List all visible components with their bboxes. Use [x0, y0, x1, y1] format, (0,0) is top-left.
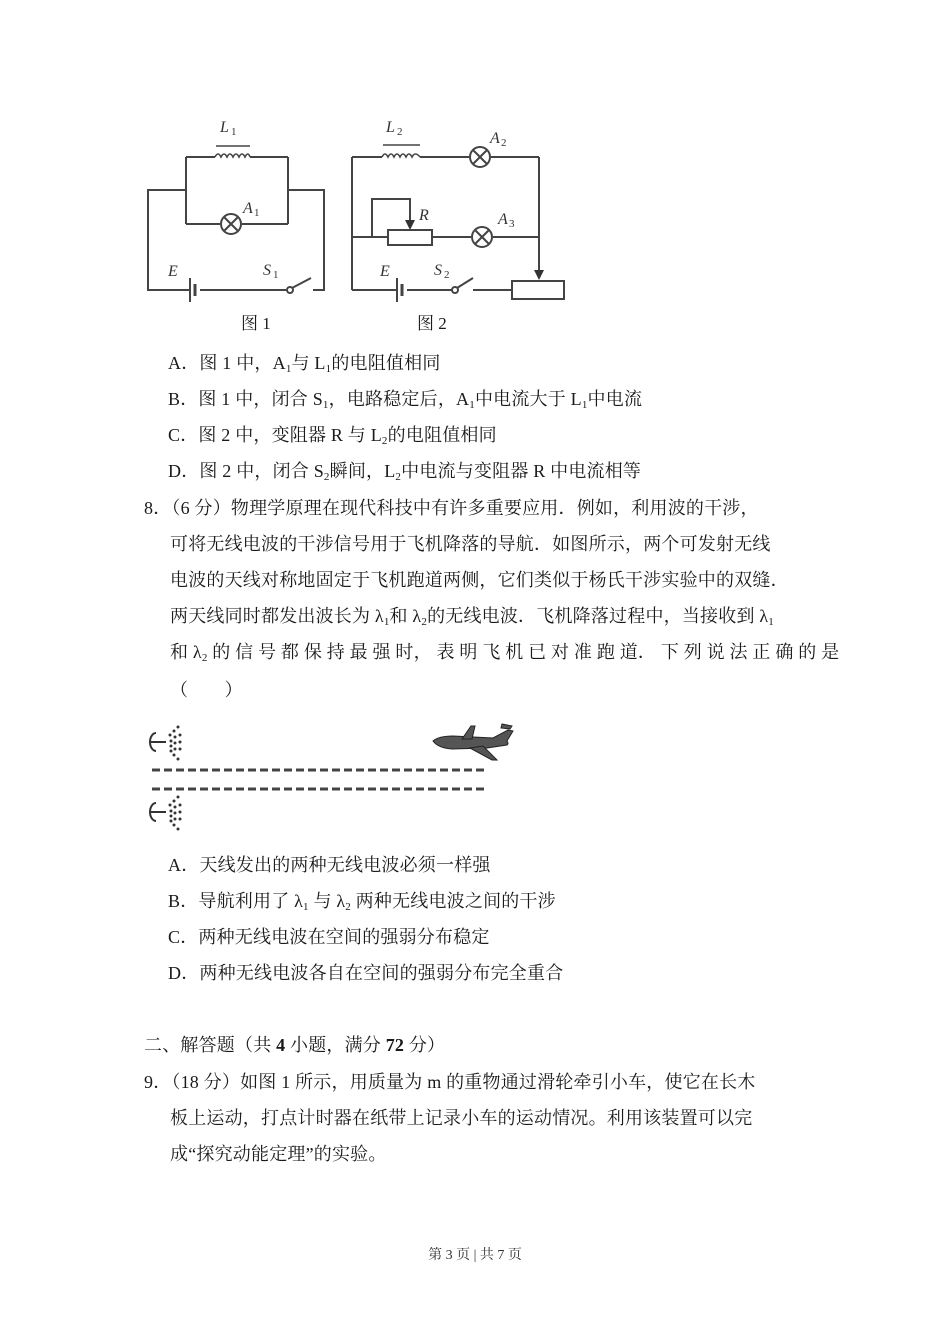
svg-text:2: 2: [501, 137, 507, 149]
runway-figure: [140, 715, 540, 840]
q7-option-b: B．图 1 中，闭合 $S_1$，电路稳定后，$A_1$中电流大于 $L_1$中电流: [168, 389, 643, 411]
q7-option-c: C．图 2 中，变阻器 R 与 $L_2$的电阻值相同: [168, 425, 497, 447]
q8-option-b: B．导航利用了 $\lambda_1$ 与 $\lambda_2$ 两种无线电波之间的干涉: [168, 891, 556, 913]
figure-1-caption: 图 1: [241, 314, 271, 333]
switch-label: S: [434, 262, 442, 279]
airplane-icon: [433, 724, 513, 760]
q8-line-3: 电波的天线对称地固定于飞机跑道两侧，它们类似于杨氏干涉实验中的双缝．: [170, 570, 789, 590]
battery-label: E: [380, 263, 390, 280]
section-heading: 二、解答题（共 4 小题，满分 72 分）: [144, 1035, 446, 1055]
figure-2-caption: 图 2: [417, 314, 447, 333]
svg-text:3: 3: [509, 218, 515, 230]
q7-option-a: A．图 1 中，$A_1$与 $L_1$的电阻值相同: [168, 353, 441, 375]
svg-text:2: 2: [444, 269, 450, 281]
q8-line-5: 和 $\lambda_2$ 的 信 号 都 保 持 最 强 时， 表 明 飞 机 已 对 准 跑 道． 下 列 说 法 正 确 的 是: [170, 642, 840, 664]
q9-line-3: 成“探究动能定理”的实验。: [170, 1144, 387, 1164]
svg-text:1: 1: [231, 126, 237, 138]
q8-option-d: D．两种无线电波各自在空间的强弱分布完全重合: [168, 963, 564, 983]
switch-label: S: [263, 262, 271, 279]
circuit-figure-1: [140, 110, 340, 340]
lamp-label: A: [243, 200, 253, 217]
q8-line-1: 8．（6 分）物理学原理在现代科技中有许多重要应用．例如，利用波的干涉，: [144, 498, 759, 518]
inductor-label: L: [220, 119, 229, 136]
svg-text:2: 2: [397, 126, 403, 138]
page-footer: 第 3 页 | 共 7 页: [428, 1248, 522, 1263]
q9-line-2: 板上运动，打点计时器在纸带上记录小车的运动情况。利用该装置可以完: [170, 1108, 753, 1128]
svg-text:1: 1: [273, 269, 279, 281]
q8-option-a: A．天线发出的两种无线电波必须一样强: [168, 855, 491, 875]
q8-line-2: 可将无线电波的干涉信号用于飞机降落的导航．如图所示，两个可发射无线: [170, 534, 771, 554]
q9-line-1: 9．（18 分）如图 1 所示，用质量为 m 的重物通过滑轮牵引小车，使它在长木: [144, 1072, 756, 1092]
question-number: 8．: [144, 498, 172, 518]
circuit-figure-2: [340, 110, 580, 340]
rheostat-label: R: [419, 207, 429, 224]
question-score: （6 分）: [171, 498, 231, 518]
antenna-icon: [150, 733, 166, 821]
lamp-a2-label: A: [490, 130, 500, 147]
answer-blank: （ ）: [170, 680, 243, 700]
svg-text:1: 1: [254, 207, 260, 219]
q7-option-d: D．图 2 中，闭合 $S_2$瞬间，$L_2$中电流与变阻器 R 中电流相等: [168, 461, 642, 483]
lamp-a3-label: A: [498, 211, 508, 228]
question-number: 9．: [144, 1072, 172, 1092]
inductor-label: L: [386, 119, 395, 136]
q8-option-c: C．两种无线电波在空间的强弱分布稳定: [168, 927, 490, 947]
question-score: （18 分）: [171, 1072, 241, 1092]
q8-line-4: 两天线同时都发出波长为 $\lambda_1$和 $\lambda_2$的无线电波．飞机降落过程中，当接收到 $\lambda_1$: [170, 606, 774, 628]
battery-label: E: [168, 263, 178, 280]
